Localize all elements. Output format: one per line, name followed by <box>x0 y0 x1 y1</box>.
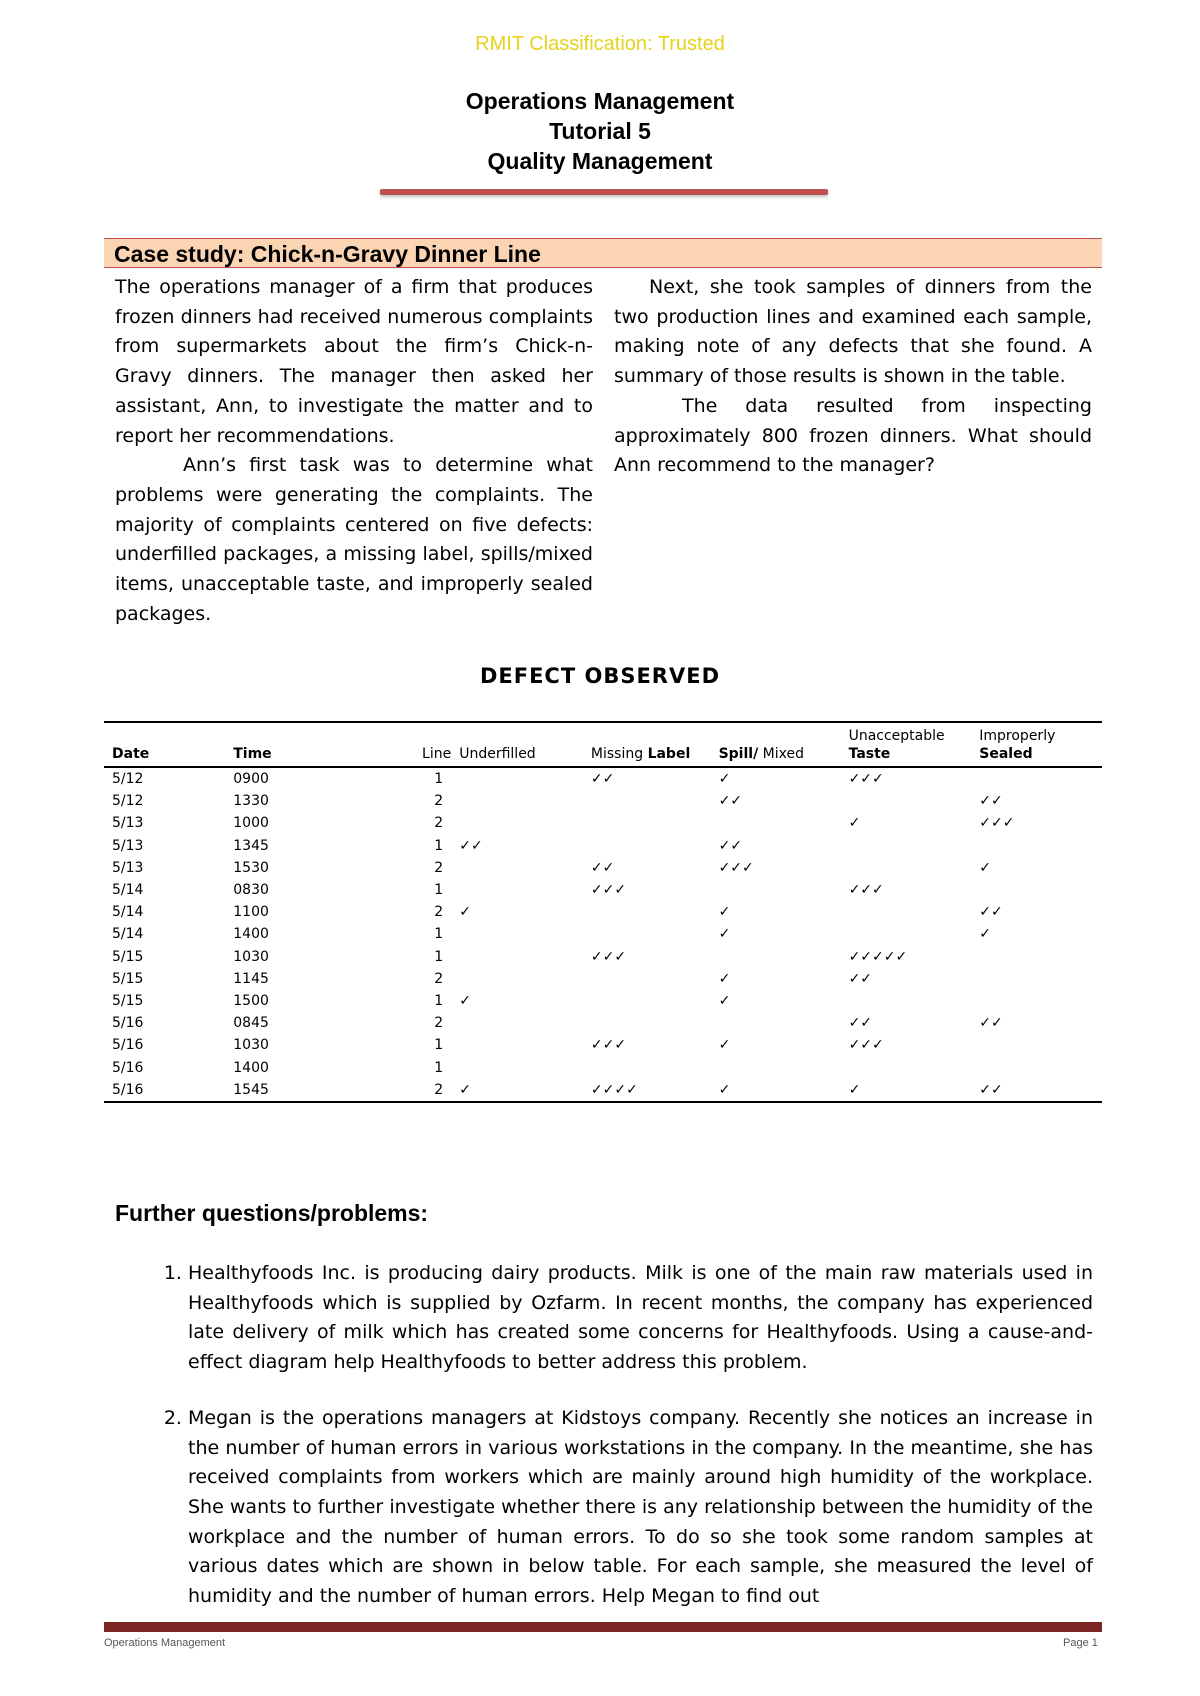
cell-sealed <box>971 835 1102 857</box>
cell-missing <box>583 968 711 990</box>
table-row <box>104 1034 1102 1056</box>
cell-line: 1 <box>434 926 444 943</box>
cell-time: 1345 <box>233 837 269 854</box>
cell-taste: ✓✓✓✓✓ <box>848 948 908 965</box>
cell-spill <box>711 946 841 968</box>
table-row <box>104 968 1102 990</box>
cell-spill: ✓ <box>718 1081 731 1098</box>
cell-time: 0830 <box>233 882 269 899</box>
cell-date: 5/16 <box>112 1015 144 1032</box>
case-study-left-column <box>115 273 593 629</box>
cell-taste <box>841 901 972 923</box>
table-row <box>104 857 1102 879</box>
cell-taste <box>841 1056 972 1078</box>
cell-missing: ✓✓✓ <box>590 948 627 965</box>
cell-time: 1400 <box>233 926 269 943</box>
cell-sealed <box>971 1056 1102 1078</box>
title-line-topic: Quality Management <box>487 148 713 174</box>
case-study-right-column <box>614 273 1092 481</box>
cell-time: 0845 <box>233 1015 269 1032</box>
cell-taste <box>841 857 972 879</box>
cell-spill: ✓✓✓ <box>718 859 754 876</box>
cell-time: 1400 <box>233 1059 269 1076</box>
cell-date: 5/15 <box>112 992 144 1009</box>
cell-missing: ✓✓ <box>590 771 615 788</box>
cell-missing <box>583 923 711 945</box>
question-item: 1. Healthyfoods Inc. is producing dairy products. Milk is one of the main raw materials used in Healthyfoods which is supplied by Ozfarm. In recent months, the company has experienced late delivery of milk which has created some concerns for Healthyfoods. Using a cause-and-effect diagram help Healthyfoods to better address this problem. <box>188 1259 1093 1378</box>
cell-date: 5/16 <box>112 1037 144 1054</box>
cell-line: 2 <box>434 859 444 876</box>
title-line-course: Operations Management <box>465 88 735 114</box>
cell-spill: ✓ <box>718 970 731 987</box>
cell-spill: ✓ <box>718 771 731 788</box>
cell-spill: ✓ <box>718 1037 731 1054</box>
header-improperly-sealed: Improperly Sealed <box>979 728 1056 762</box>
footer-course-name: Operations Management <box>104 1637 226 1649</box>
page-title <box>0 86 1200 176</box>
table-row <box>104 812 1102 834</box>
cell-taste: ✓✓ <box>848 970 873 987</box>
question-list <box>150 1259 1093 1638</box>
cell-time: 1100 <box>233 904 269 921</box>
cell-taste <box>841 790 972 812</box>
cell-under <box>451 923 583 945</box>
cell-taste <box>841 990 972 1012</box>
case-paragraph: The operations manager of a firm that produces frozen dinners had received numerous complaints from supermarkets about the firm’s Chick-n-Gravy dinners. The manager then asked her assistant, Ann, to investigate the matter and to report her recommendations. <box>115 276 593 447</box>
cell-taste: ✓✓✓ <box>848 882 884 899</box>
cell-under <box>451 879 583 901</box>
cell-under <box>451 790 583 812</box>
cell-time: 1330 <box>233 793 269 810</box>
cell-time: 1000 <box>233 815 269 832</box>
classification-label: RMIT Classification: Trusted <box>475 33 725 55</box>
header-date: Date <box>112 746 150 762</box>
cell-spill <box>711 812 841 834</box>
cell-missing <box>583 812 711 834</box>
table-row <box>104 1012 1102 1034</box>
cell-under: ✓✓ <box>459 837 483 854</box>
cell-spill: ✓✓ <box>718 837 743 854</box>
cell-line: 2 <box>434 1015 444 1032</box>
cell-date: 5/14 <box>112 904 144 921</box>
cell-sealed <box>971 990 1102 1012</box>
title-divider <box>380 189 828 195</box>
cell-taste: ✓✓✓ <box>848 771 884 788</box>
cell-taste <box>841 923 972 945</box>
cell-time: 0900 <box>233 771 269 788</box>
cell-missing: ✓✓✓✓ <box>590 1081 638 1098</box>
cell-time: 1545 <box>233 1081 269 1098</box>
cell-line: 1 <box>434 1037 444 1054</box>
cell-line: 2 <box>434 904 444 921</box>
header-line: Line <box>422 746 452 762</box>
cell-time: 1500 <box>233 992 269 1009</box>
cell-under <box>451 1012 583 1034</box>
cell-spill: ✓ <box>718 904 731 921</box>
cell-date: 5/15 <box>112 948 144 965</box>
header-spill-mixed: Spill/ Mixed <box>718 746 804 762</box>
cell-line: 2 <box>434 793 444 810</box>
table-row <box>104 990 1102 1012</box>
cell-spill <box>711 1056 841 1078</box>
cell-taste <box>841 835 972 857</box>
cell-sealed <box>971 1034 1102 1056</box>
cell-under <box>451 968 583 990</box>
case-paragraph: Next, she took samples of dinners from the two production lines and examined each sample, making note of any defects that she found. A summary of those results is shown in the table. <box>614 276 1092 388</box>
cell-line: 1 <box>434 1059 444 1076</box>
table-row <box>104 901 1102 923</box>
cell-time: 1030 <box>233 1037 269 1054</box>
cell-sealed: ✓✓ <box>979 1015 1003 1032</box>
cell-sealed: ✓✓ <box>979 793 1003 810</box>
cell-missing <box>583 901 711 923</box>
cell-taste: ✓ <box>848 1081 861 1098</box>
cell-under <box>451 767 583 790</box>
defect-table <box>104 721 1102 1103</box>
cell-date: 5/13 <box>112 815 144 832</box>
table-row <box>104 835 1102 857</box>
cell-missing <box>583 835 711 857</box>
cell-missing: ✓✓✓ <box>590 1037 627 1054</box>
cell-spill <box>711 1012 841 1034</box>
cell-line: 1 <box>434 882 444 899</box>
cell-under: ✓ <box>459 1081 471 1098</box>
cell-date: 5/15 <box>112 970 144 987</box>
cell-spill: ✓ <box>718 926 731 943</box>
cell-line: 2 <box>434 1081 444 1098</box>
cell-sealed <box>971 968 1102 990</box>
cell-sealed <box>971 879 1102 901</box>
cell-date: 5/12 <box>112 793 144 810</box>
defect-table-title: DEFECT OBSERVED <box>479 664 721 688</box>
table-row <box>104 879 1102 901</box>
cell-missing <box>583 990 711 1012</box>
cell-time: 1530 <box>233 859 269 876</box>
cell-under: ✓ <box>459 904 471 921</box>
cell-date: 5/14 <box>112 882 144 899</box>
cell-missing <box>583 1012 711 1034</box>
cell-line: 2 <box>434 815 444 832</box>
cell-sealed: ✓ <box>979 859 991 876</box>
cell-under: ✓ <box>459 992 471 1009</box>
cell-date: 5/12 <box>112 771 144 788</box>
case-paragraph: Ann’s first task was to determine what problems were generating the complaints. The majority of complaints centered on five defects: underfilled packages, a missing label, spills/mixed items, unacceptable taste, and improperly sealed packages. <box>115 454 593 625</box>
cell-time: 1145 <box>233 970 269 987</box>
title-line-tutorial: Tutorial 5 <box>549 118 651 144</box>
table-row <box>104 790 1102 812</box>
cell-spill: ✓ <box>718 992 731 1009</box>
cell-taste: ✓ <box>848 815 861 832</box>
cell-taste: ✓✓ <box>848 1015 873 1032</box>
cell-under <box>451 1034 583 1056</box>
cell-under <box>451 1056 583 1078</box>
cell-sealed: ✓✓✓ <box>979 815 1015 832</box>
cell-sealed: ✓✓ <box>979 904 1003 921</box>
cell-sealed: ✓ <box>979 926 991 943</box>
cell-sealed <box>971 946 1102 968</box>
cell-under <box>451 946 583 968</box>
cell-taste: ✓✓✓ <box>848 1037 884 1054</box>
cell-line: 1 <box>434 992 444 1009</box>
question-item: 2. Megan is the operations managers at Kidstoys company. Recently she notices an increase in the number of human errors in various workstations in the company. In the meantime, she has received complaints from workers which are mainly around high humidity of the workplace. She wants to further investigate whether there is any relationship between the humidity of the workplace and the number of human errors. To do so she took some random samples at various dates which are shown in below table. For each sample, she measured the level of humidity and the number of human errors. Help Megan to find out <box>188 1404 1093 1612</box>
cell-spill <box>711 879 841 901</box>
table-row <box>104 923 1102 945</box>
cell-missing: ✓✓ <box>590 859 615 876</box>
header-unacceptable-taste: Unacceptable Taste <box>848 728 945 762</box>
case-paragraph: The data resulted from inspecting approximately 800 frozen dinners. What should Ann recommend to the manager? <box>614 394 1092 477</box>
table-row <box>104 946 1102 968</box>
cell-sealed <box>971 767 1102 790</box>
cell-date: 5/13 <box>112 859 144 876</box>
cell-line: 1 <box>434 837 444 854</box>
cell-date: 5/13 <box>112 837 144 854</box>
cell-line: 2 <box>434 970 444 987</box>
cell-date: 5/16 <box>112 1059 144 1076</box>
cell-line: 1 <box>434 771 444 788</box>
further-questions-heading: Further questions/problems: <box>115 1200 429 1226</box>
cell-line: 1 <box>434 948 444 965</box>
table-row <box>104 1079 1102 1102</box>
footer-page-number: Page 1 <box>1063 1637 1098 1649</box>
cell-date: 5/14 <box>112 926 144 943</box>
table-header-row <box>104 722 1102 767</box>
footer-divider <box>104 1622 1102 1632</box>
cell-sealed: ✓✓ <box>979 1081 1003 1098</box>
header-time: Time <box>233 746 272 762</box>
cell-missing: ✓✓✓ <box>590 882 627 899</box>
cell-date: 5/16 <box>112 1081 144 1098</box>
cell-under <box>451 812 583 834</box>
table-row <box>104 1056 1102 1078</box>
cell-time: 1030 <box>233 948 269 965</box>
cell-spill: ✓✓ <box>718 793 743 810</box>
header-missing-label: Missing Label <box>590 746 691 762</box>
header-underfilled: Underfilled <box>459 746 536 762</box>
cell-missing <box>583 790 711 812</box>
cell-missing <box>583 1056 711 1078</box>
case-study-heading: Case study: Chick-n-Gravy Dinner Line <box>104 238 1102 268</box>
table-row <box>104 767 1102 790</box>
cell-under <box>451 857 583 879</box>
